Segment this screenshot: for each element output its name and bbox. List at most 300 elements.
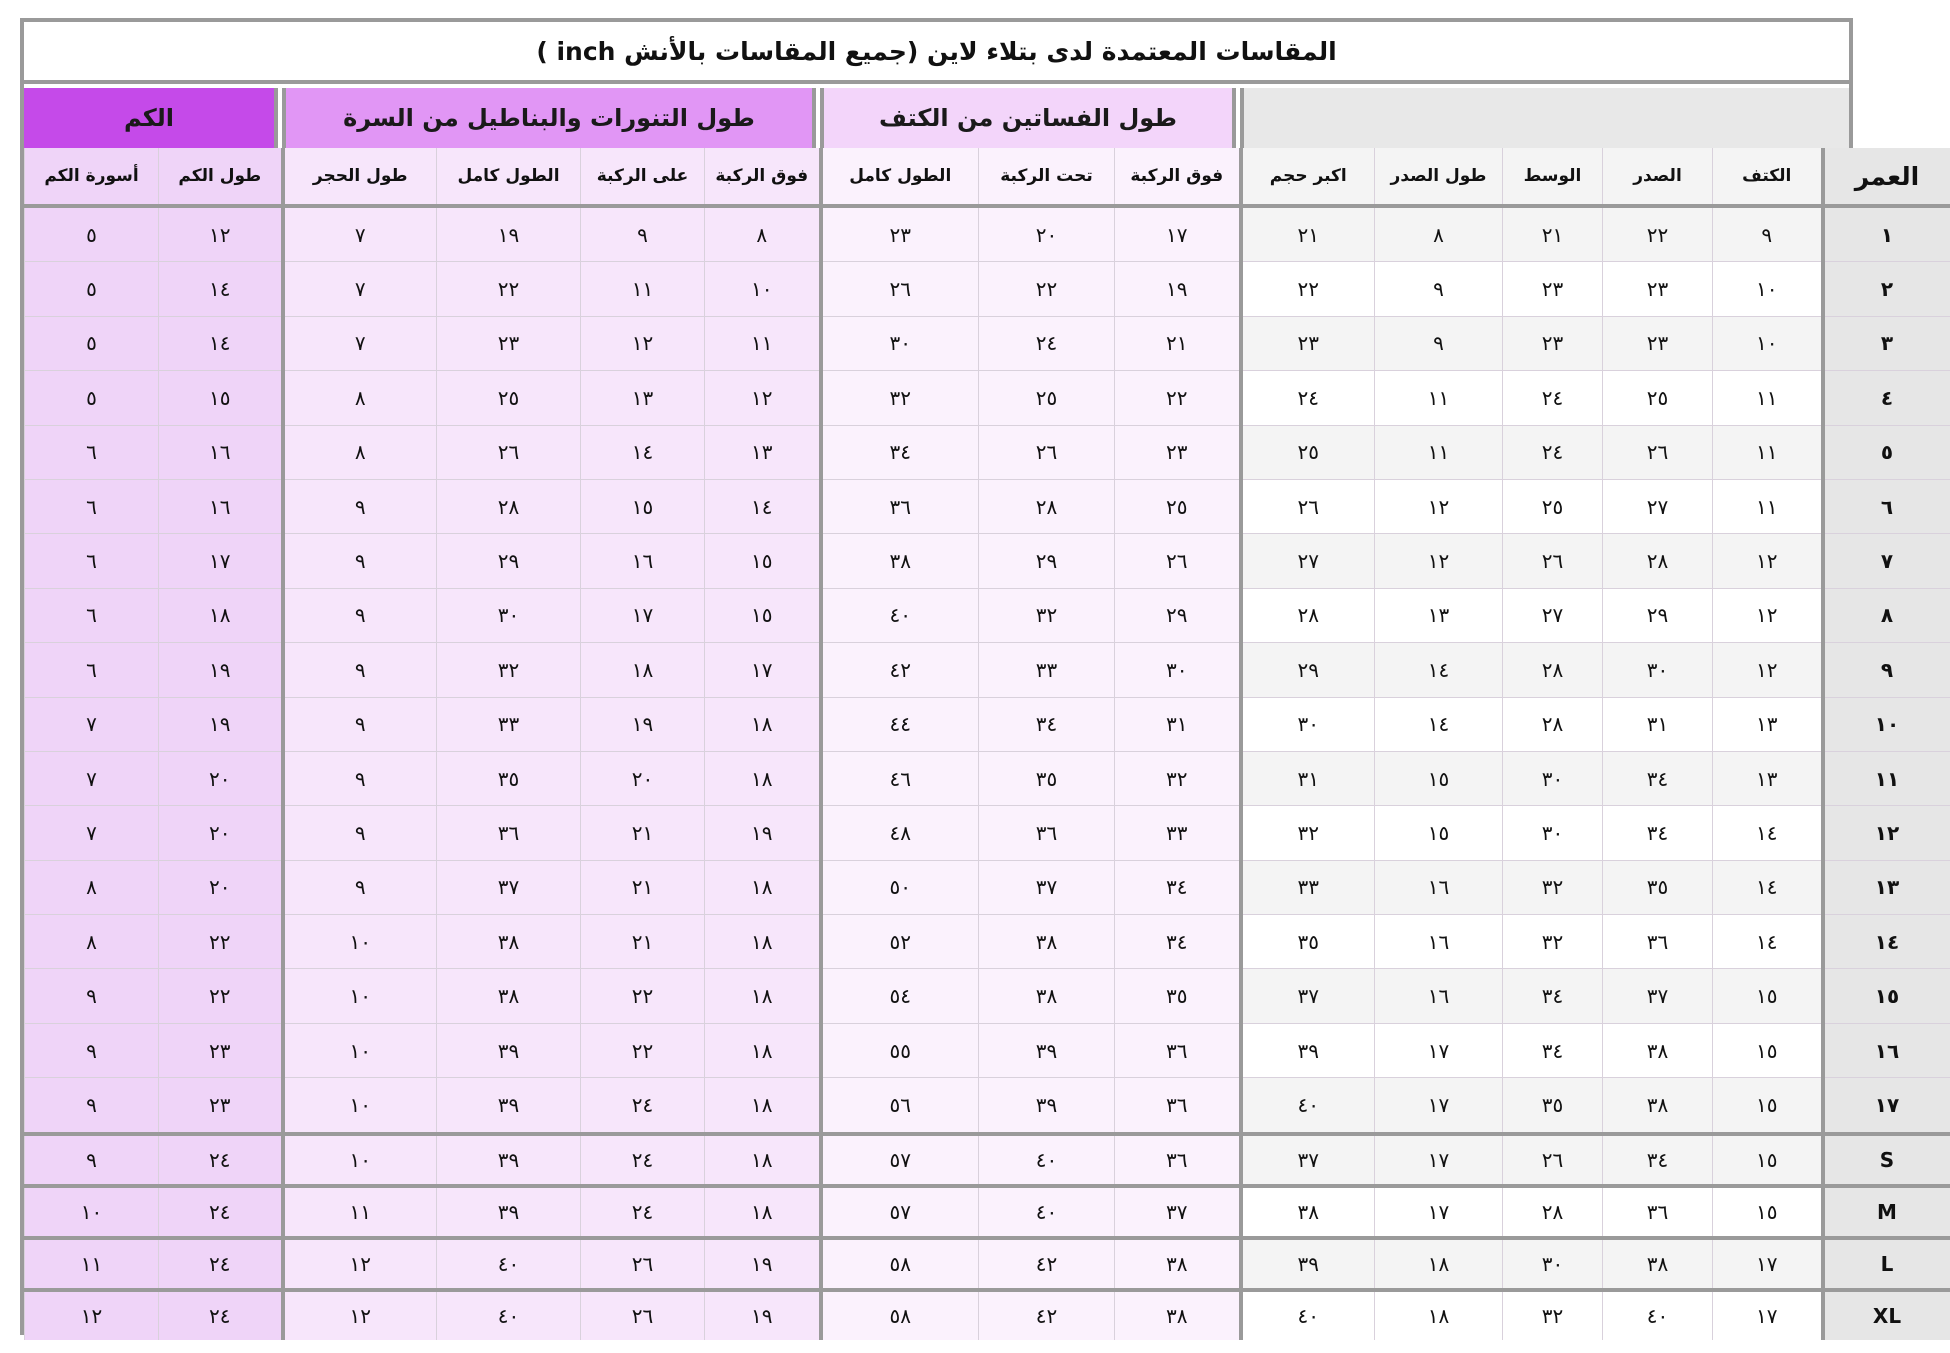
cell-age: ٤ bbox=[1823, 371, 1950, 425]
cell-chest-len: ٩ bbox=[1375, 316, 1503, 370]
cell-rise: ٩ bbox=[283, 588, 437, 642]
cell-dress-below-knee: ٣٣ bbox=[979, 643, 1115, 697]
cell-waist: ٢٦ bbox=[1503, 1134, 1603, 1186]
cell-skirt-on-knee: ٢٤ bbox=[581, 1078, 705, 1134]
cell-age: ١٧ bbox=[1823, 1078, 1950, 1134]
cell-sleeve-len: ٢٣ bbox=[159, 1023, 283, 1077]
age-row bbox=[25, 262, 1950, 316]
cell-dress-above-knee: ٣٧ bbox=[1115, 1186, 1241, 1238]
cell-chest-len: ٩ bbox=[1375, 262, 1503, 316]
cell-dress-above-knee: ٢٦ bbox=[1115, 534, 1241, 588]
cell-rise: ٧ bbox=[283, 262, 437, 316]
age-row bbox=[25, 371, 1950, 425]
cell-age: ١٦ bbox=[1823, 1023, 1950, 1077]
cell-skirt-full: ٣٣ bbox=[437, 697, 581, 751]
cell-shoulder: ١١ bbox=[1713, 479, 1823, 533]
cell-skirt-on-knee: ٢٠ bbox=[581, 751, 705, 805]
cell-cuff: ١٠ bbox=[25, 1186, 159, 1238]
cell-shoulder: ١١ bbox=[1713, 371, 1823, 425]
cell-skirt-on-knee: ٢١ bbox=[581, 915, 705, 969]
cell-rise: ١٠ bbox=[283, 915, 437, 969]
cell-largest: ٤٠ bbox=[1241, 1078, 1375, 1134]
cell-chest: ٢٢ bbox=[1603, 206, 1713, 262]
cell-waist: ٢١ bbox=[1503, 206, 1603, 262]
cell-chest: ٢٧ bbox=[1603, 479, 1713, 533]
cell-chest: ٣٧ bbox=[1603, 969, 1713, 1023]
cell-skirt-on-knee: ١٣ bbox=[581, 371, 705, 425]
cell-skirt-on-knee: ١٨ bbox=[581, 643, 705, 697]
cell-skirt-full: ٣٩ bbox=[437, 1078, 581, 1134]
cell-dress-above-knee: ٣٨ bbox=[1115, 1238, 1241, 1290]
cell-dress-below-knee: ٢٤ bbox=[979, 316, 1115, 370]
cell-rise: ٩ bbox=[283, 806, 437, 860]
cell-sleeve-len: ١٤ bbox=[159, 316, 283, 370]
cell-dress-below-knee: ٢٠ bbox=[979, 206, 1115, 262]
cell-cuff: ٧ bbox=[25, 751, 159, 805]
size-row bbox=[25, 1186, 1950, 1238]
cell-skirt-above-knee: ١٣ bbox=[705, 425, 821, 479]
cell-skirt-on-knee: ١٤ bbox=[581, 425, 705, 479]
cell-dress-below-knee: ٤٢ bbox=[979, 1238, 1115, 1290]
cell-largest: ٢٧ bbox=[1241, 534, 1375, 588]
cell-largest: ٣٩ bbox=[1241, 1023, 1375, 1077]
cell-dress-below-knee: ٣٧ bbox=[979, 860, 1115, 914]
cell-skirt-full: ٣٩ bbox=[437, 1134, 581, 1186]
cell-age: ٦ bbox=[1823, 479, 1950, 533]
cell-sleeve-len: ٢٤ bbox=[159, 1134, 283, 1186]
cell-dress-full: ٢٦ bbox=[821, 262, 979, 316]
cell-cuff: ٥ bbox=[25, 206, 159, 262]
cell-chest-len: ١٨ bbox=[1375, 1290, 1503, 1340]
cell-age: ١٠ bbox=[1823, 697, 1950, 751]
cell-dress-below-knee: ٣٩ bbox=[979, 1023, 1115, 1077]
age-row bbox=[25, 860, 1950, 914]
cell-waist: ٣٢ bbox=[1503, 860, 1603, 914]
cell-dress-full: ٣٠ bbox=[821, 316, 979, 370]
cell-age: L bbox=[1823, 1238, 1950, 1290]
cell-dress-full: ٥٥ bbox=[821, 1023, 979, 1077]
cell-sleeve-len: ١٢ bbox=[159, 206, 283, 262]
col-dress-below-knee: تحت الركبة bbox=[979, 148, 1115, 206]
size-chart bbox=[20, 18, 1920, 1335]
cell-skirt-on-knee: ٢٤ bbox=[581, 1134, 705, 1186]
cell-sleeve-len: ٢٠ bbox=[159, 860, 283, 914]
cell-waist: ٣٤ bbox=[1503, 1023, 1603, 1077]
cell-shoulder: ١٥ bbox=[1713, 1023, 1823, 1077]
cell-shoulder: ١٥ bbox=[1713, 1134, 1823, 1186]
cell-largest: ٢٤ bbox=[1241, 371, 1375, 425]
cell-largest: ٣٠ bbox=[1241, 697, 1375, 751]
cell-skirt-full: ٢٨ bbox=[437, 479, 581, 533]
cell-dress-above-knee: ٣٨ bbox=[1115, 1290, 1241, 1340]
cell-skirt-above-knee: ١٨ bbox=[705, 697, 821, 751]
cell-waist: ٣٢ bbox=[1503, 1290, 1603, 1340]
cell-skirt-above-knee: ١٨ bbox=[705, 1078, 821, 1134]
cell-cuff: ٦ bbox=[25, 643, 159, 697]
cell-dress-full: ٥٨ bbox=[821, 1290, 979, 1340]
cell-chest: ٣٦ bbox=[1603, 915, 1713, 969]
cell-waist: ٣٠ bbox=[1503, 806, 1603, 860]
cell-chest-len: ١٢ bbox=[1375, 479, 1503, 533]
cell-chest: ٣٠ bbox=[1603, 643, 1713, 697]
age-row bbox=[25, 479, 1950, 533]
cell-dress-full: ٥٨ bbox=[821, 1238, 979, 1290]
age-row bbox=[25, 534, 1950, 588]
cell-skirt-on-knee: ١٢ bbox=[581, 316, 705, 370]
cell-rise: ٩ bbox=[283, 697, 437, 751]
cell-skirt-above-knee: ١٠ bbox=[705, 262, 821, 316]
cell-dress-above-knee: ٣٦ bbox=[1115, 1078, 1241, 1134]
cell-sleeve-len: ٢٠ bbox=[159, 806, 283, 860]
cell-shoulder: ١٢ bbox=[1713, 588, 1823, 642]
cell-skirt-above-knee: ١٩ bbox=[705, 806, 821, 860]
cell-waist: ٣٠ bbox=[1503, 1238, 1603, 1290]
cell-age: ١٥ bbox=[1823, 969, 1950, 1023]
col-dress-above-knee: فوق الركبة bbox=[1115, 148, 1241, 206]
cell-cuff: ٨ bbox=[25, 915, 159, 969]
cell-shoulder: ١٧ bbox=[1713, 1238, 1823, 1290]
cell-dress-below-knee: ٢٢ bbox=[979, 262, 1115, 316]
cell-chest-len: ١٦ bbox=[1375, 860, 1503, 914]
cell-dress-below-knee: ٢٩ bbox=[979, 534, 1115, 588]
cell-shoulder: ١٤ bbox=[1713, 806, 1823, 860]
cell-rise: ٩ bbox=[283, 534, 437, 588]
cell-sleeve-len: ١٦ bbox=[159, 425, 283, 479]
cell-cuff: ٥ bbox=[25, 316, 159, 370]
cell-dress-above-knee: ٢١ bbox=[1115, 316, 1241, 370]
cell-waist: ٢٧ bbox=[1503, 588, 1603, 642]
column-header-row bbox=[25, 148, 1950, 206]
cell-skirt-above-knee: ١٧ bbox=[705, 643, 821, 697]
cell-shoulder: ١٤ bbox=[1713, 915, 1823, 969]
cell-largest: ٣٥ bbox=[1241, 915, 1375, 969]
cell-skirt-full: ٣٦ bbox=[437, 806, 581, 860]
cell-cuff: ٩ bbox=[25, 1078, 159, 1134]
cell-skirt-on-knee: ٢١ bbox=[581, 860, 705, 914]
cell-skirt-full: ٣٢ bbox=[437, 643, 581, 697]
cell-shoulder: ٩ bbox=[1713, 206, 1823, 262]
cell-chest-len: ١٦ bbox=[1375, 969, 1503, 1023]
cell-skirt-above-knee: ١٩ bbox=[705, 1238, 821, 1290]
cell-cuff: ٥ bbox=[25, 262, 159, 316]
cell-sleeve-len: ١٩ bbox=[159, 643, 283, 697]
cell-dress-full: ٥٧ bbox=[821, 1134, 979, 1186]
col-largest: اكبر حجم bbox=[1241, 148, 1375, 206]
cell-waist: ٢٣ bbox=[1503, 262, 1603, 316]
cell-dress-above-knee: ١٩ bbox=[1115, 262, 1241, 316]
cell-skirt-full: ٣٨ bbox=[437, 969, 581, 1023]
cell-age: ١ bbox=[1823, 206, 1950, 262]
cell-waist: ٢٤ bbox=[1503, 425, 1603, 479]
col-chest-length: طول الصدر bbox=[1375, 148, 1503, 206]
cell-skirt-full: ٣٨ bbox=[437, 915, 581, 969]
col-chest: الصدر bbox=[1603, 148, 1713, 206]
cell-chest: ٢٥ bbox=[1603, 371, 1713, 425]
size-rows bbox=[25, 206, 1950, 1340]
cell-sleeve-len: ١٧ bbox=[159, 534, 283, 588]
cell-dress-full: ٥٤ bbox=[821, 969, 979, 1023]
cell-dress-full: ٥٧ bbox=[821, 1186, 979, 1238]
cell-dress-below-knee: ٣٨ bbox=[979, 969, 1115, 1023]
col-cuff: أسورة الكم bbox=[25, 148, 159, 206]
cell-shoulder: ١٠ bbox=[1713, 316, 1823, 370]
cell-skirt-full: ٢٩ bbox=[437, 534, 581, 588]
cell-skirt-on-knee: ٢٦ bbox=[581, 1290, 705, 1340]
cell-chest: ٣٨ bbox=[1603, 1238, 1713, 1290]
size-table bbox=[24, 148, 1950, 1340]
cell-dress-full: ٥٢ bbox=[821, 915, 979, 969]
cell-sleeve-len: ٢٢ bbox=[159, 915, 283, 969]
cell-age: ١٣ bbox=[1823, 860, 1950, 914]
cell-dress-full: ٤٤ bbox=[821, 697, 979, 751]
cell-largest: ٣٣ bbox=[1241, 860, 1375, 914]
cell-cuff: ١٢ bbox=[25, 1290, 159, 1340]
age-row bbox=[25, 969, 1950, 1023]
cell-dress-full: ٤٢ bbox=[821, 643, 979, 697]
cell-cuff: ٥ bbox=[25, 371, 159, 425]
cell-skirt-full: ٢٢ bbox=[437, 262, 581, 316]
cell-skirt-on-knee: ٢١ bbox=[581, 806, 705, 860]
cell-dress-above-knee: ٣١ bbox=[1115, 697, 1241, 751]
cell-sleeve-len: ٢٤ bbox=[159, 1290, 283, 1340]
cell-dress-above-knee: ٣٠ bbox=[1115, 643, 1241, 697]
cell-sleeve-len: ١٨ bbox=[159, 588, 283, 642]
cell-chest-len: ١١ bbox=[1375, 371, 1503, 425]
cell-shoulder: ١٥ bbox=[1713, 1078, 1823, 1134]
age-row bbox=[25, 697, 1950, 751]
cell-dress-above-knee: ٣٤ bbox=[1115, 860, 1241, 914]
cell-chest: ٣٥ bbox=[1603, 860, 1713, 914]
cell-cuff: ١١ bbox=[25, 1238, 159, 1290]
cell-chest-len: ١٧ bbox=[1375, 1186, 1503, 1238]
cell-dress-full: ٤٨ bbox=[821, 806, 979, 860]
age-row bbox=[25, 588, 1950, 642]
cell-age: ٩ bbox=[1823, 643, 1950, 697]
cell-age: ١١ bbox=[1823, 751, 1950, 805]
cell-skirt-above-knee: ١٤ bbox=[705, 479, 821, 533]
cell-age: ٧ bbox=[1823, 534, 1950, 588]
cell-skirt-full: ٣٩ bbox=[437, 1186, 581, 1238]
col-age: العمر bbox=[1823, 148, 1950, 206]
cell-dress-below-knee: ٣٥ bbox=[979, 751, 1115, 805]
group-body-blank bbox=[1240, 88, 1849, 148]
cell-largest: ٢٨ bbox=[1241, 588, 1375, 642]
age-row bbox=[25, 915, 1950, 969]
cell-largest: ٢٦ bbox=[1241, 479, 1375, 533]
cell-dress-full: ٤٠ bbox=[821, 588, 979, 642]
age-row bbox=[25, 1023, 1950, 1077]
cell-largest: ٣١ bbox=[1241, 751, 1375, 805]
cell-cuff: ٨ bbox=[25, 860, 159, 914]
cell-skirt-on-knee: ٢٦ bbox=[581, 1238, 705, 1290]
cell-chest: ٣٨ bbox=[1603, 1023, 1713, 1077]
cell-dress-above-knee: ٢٣ bbox=[1115, 425, 1241, 479]
cell-dress-above-knee: ٣٥ bbox=[1115, 969, 1241, 1023]
cell-dress-below-knee: ٣٦ bbox=[979, 806, 1115, 860]
cell-skirt-on-knee: ٢٢ bbox=[581, 969, 705, 1023]
cell-dress-below-knee: ٣٩ bbox=[979, 1078, 1115, 1134]
cell-dress-above-knee: ٢٥ bbox=[1115, 479, 1241, 533]
cell-shoulder: ١٧ bbox=[1713, 1290, 1823, 1340]
cell-chest: ٣٤ bbox=[1603, 806, 1713, 860]
cell-skirt-above-knee: ١٨ bbox=[705, 969, 821, 1023]
cell-skirt-above-knee: ١١ bbox=[705, 316, 821, 370]
cell-chest-len: ١٤ bbox=[1375, 643, 1503, 697]
cell-skirt-on-knee: ١٦ bbox=[581, 534, 705, 588]
cell-cuff: ٧ bbox=[25, 806, 159, 860]
cell-dress-below-knee: ٣٢ bbox=[979, 588, 1115, 642]
cell-chest-len: ٨ bbox=[1375, 206, 1503, 262]
cell-shoulder: ١٠ bbox=[1713, 262, 1823, 316]
age-row bbox=[25, 751, 1950, 805]
cell-age: XL bbox=[1823, 1290, 1950, 1340]
cell-chest: ٣٤ bbox=[1603, 1134, 1713, 1186]
cell-age: ٢ bbox=[1823, 262, 1950, 316]
cell-shoulder: ١٥ bbox=[1713, 1186, 1823, 1238]
cell-largest: ٣٨ bbox=[1241, 1186, 1375, 1238]
cell-dress-full: ٣٤ bbox=[821, 425, 979, 479]
cell-dress-below-knee: ٢٥ bbox=[979, 371, 1115, 425]
age-row bbox=[25, 806, 1950, 860]
cell-skirt-on-knee: ٢٢ bbox=[581, 1023, 705, 1077]
cell-dress-below-knee: ٣٤ bbox=[979, 697, 1115, 751]
age-row bbox=[25, 425, 1950, 479]
cell-rise: ١٢ bbox=[283, 1290, 437, 1340]
cell-age: ٣ bbox=[1823, 316, 1950, 370]
cell-skirt-above-knee: ١٨ bbox=[705, 1134, 821, 1186]
chart-title: المقاسات المعتمدة لدى بتلاء لاين (جميع المقاسات بالأنش inch ) bbox=[24, 22, 1849, 84]
cell-skirt-on-knee: ١٧ bbox=[581, 588, 705, 642]
cell-largest: ٢٣ bbox=[1241, 316, 1375, 370]
cell-age: ٥ bbox=[1823, 425, 1950, 479]
cell-largest: ٢٥ bbox=[1241, 425, 1375, 479]
col-skirt-on-knee: على الركبة bbox=[581, 148, 705, 206]
col-skirt-full: الطول كامل bbox=[437, 148, 581, 206]
cell-sleeve-len: ١٥ bbox=[159, 371, 283, 425]
cell-skirt-above-knee: ١٥ bbox=[705, 588, 821, 642]
cell-chest-len: ١٣ bbox=[1375, 588, 1503, 642]
cell-dress-above-knee: ٢٩ bbox=[1115, 588, 1241, 642]
cell-skirt-on-knee: ١٥ bbox=[581, 479, 705, 533]
cell-dress-full: ٤٦ bbox=[821, 751, 979, 805]
cell-cuff: ٩ bbox=[25, 1023, 159, 1077]
cell-sleeve-len: ١٤ bbox=[159, 262, 283, 316]
cell-dress-full: ٣٦ bbox=[821, 479, 979, 533]
cell-chest-len: ١٢ bbox=[1375, 534, 1503, 588]
cell-dress-above-knee: ٣٦ bbox=[1115, 1134, 1241, 1186]
cell-skirt-above-knee: ١٨ bbox=[705, 1186, 821, 1238]
cell-age: ١٢ bbox=[1823, 806, 1950, 860]
cell-dress-above-knee: ٣٣ bbox=[1115, 806, 1241, 860]
cell-dress-below-knee: ٢٦ bbox=[979, 425, 1115, 479]
cell-shoulder: ١٢ bbox=[1713, 643, 1823, 697]
cell-skirt-above-knee: ١٨ bbox=[705, 751, 821, 805]
col-waist: الوسط bbox=[1503, 148, 1603, 206]
cell-chest: ٢٩ bbox=[1603, 588, 1713, 642]
size-row bbox=[25, 1134, 1950, 1186]
cell-cuff: ٦ bbox=[25, 479, 159, 533]
cell-chest: ٤٠ bbox=[1603, 1290, 1713, 1340]
cell-largest: ٣٧ bbox=[1241, 1134, 1375, 1186]
cell-chest-len: ١٥ bbox=[1375, 806, 1503, 860]
cell-chest-len: ١٥ bbox=[1375, 751, 1503, 805]
cell-skirt-on-knee: ١٩ bbox=[581, 697, 705, 751]
cell-largest: ٢٩ bbox=[1241, 643, 1375, 697]
cell-skirt-full: ١٩ bbox=[437, 206, 581, 262]
group-dress: طول الفساتين من الكتف bbox=[820, 88, 1236, 148]
col-sleeve-length: طول الكم bbox=[159, 148, 283, 206]
cell-sleeve-len: ٢٢ bbox=[159, 969, 283, 1023]
cell-skirt-full: ٣٠ bbox=[437, 588, 581, 642]
cell-age: ٨ bbox=[1823, 588, 1950, 642]
cell-dress-full: ٣٨ bbox=[821, 534, 979, 588]
cell-skirt-above-knee: ١٨ bbox=[705, 1023, 821, 1077]
cell-rise: ٧ bbox=[283, 316, 437, 370]
cell-cuff: ٩ bbox=[25, 1134, 159, 1186]
cell-skirt-full: ٤٠ bbox=[437, 1290, 581, 1340]
cell-waist: ٢٨ bbox=[1503, 643, 1603, 697]
cell-dress-below-knee: ٢٨ bbox=[979, 479, 1115, 533]
cell-chest: ٢٨ bbox=[1603, 534, 1713, 588]
cell-waist: ٢٨ bbox=[1503, 1186, 1603, 1238]
cell-waist: ٣٢ bbox=[1503, 915, 1603, 969]
age-row bbox=[25, 316, 1950, 370]
cell-chest-len: ١٧ bbox=[1375, 1078, 1503, 1134]
cell-shoulder: ١٣ bbox=[1713, 697, 1823, 751]
cell-dress-full: ٢٣ bbox=[821, 206, 979, 262]
cell-skirt-on-knee: ٢٤ bbox=[581, 1186, 705, 1238]
cell-sleeve-len: ٢٠ bbox=[159, 751, 283, 805]
cell-skirt-on-knee: ١١ bbox=[581, 262, 705, 316]
cell-skirt-above-knee: ٨ bbox=[705, 206, 821, 262]
cell-skirt-above-knee: ١٩ bbox=[705, 1290, 821, 1340]
cell-waist: ٣٤ bbox=[1503, 969, 1603, 1023]
cell-largest: ٣٧ bbox=[1241, 969, 1375, 1023]
cell-dress-below-knee: ٤٠ bbox=[979, 1134, 1115, 1186]
cell-sleeve-len: ٢٤ bbox=[159, 1186, 283, 1238]
cell-waist: ٢٦ bbox=[1503, 534, 1603, 588]
col-dress-full: الطول كامل bbox=[821, 148, 979, 206]
age-row bbox=[25, 643, 1950, 697]
cell-chest: ٣١ bbox=[1603, 697, 1713, 751]
col-skirt-above-knee: فوق الركبة bbox=[705, 148, 821, 206]
cell-rise: ١٠ bbox=[283, 969, 437, 1023]
cell-chest-len: ١١ bbox=[1375, 425, 1503, 479]
cell-cuff: ٦ bbox=[25, 588, 159, 642]
cell-shoulder: ١٥ bbox=[1713, 969, 1823, 1023]
cell-shoulder: ١٢ bbox=[1713, 534, 1823, 588]
cell-rise: ٩ bbox=[283, 860, 437, 914]
cell-rise: ٩ bbox=[283, 643, 437, 697]
cell-skirt-above-knee: ١٢ bbox=[705, 371, 821, 425]
cell-rise: ١٢ bbox=[283, 1238, 437, 1290]
cell-skirt-above-knee: ١٥ bbox=[705, 534, 821, 588]
cell-dress-above-knee: ٣٢ bbox=[1115, 751, 1241, 805]
cell-largest: ٤٠ bbox=[1241, 1290, 1375, 1340]
cell-dress-above-knee: ٣٦ bbox=[1115, 1023, 1241, 1077]
cell-skirt-full: ٣٧ bbox=[437, 860, 581, 914]
cell-chest-len: ١٨ bbox=[1375, 1238, 1503, 1290]
cell-dress-below-knee: ٣٨ bbox=[979, 915, 1115, 969]
cell-age: M bbox=[1823, 1186, 1950, 1238]
cell-cuff: ٧ bbox=[25, 697, 159, 751]
cell-skirt-full: ٤٠ bbox=[437, 1238, 581, 1290]
cell-cuff: ٦ bbox=[25, 534, 159, 588]
cell-rise: ٧ bbox=[283, 206, 437, 262]
size-row bbox=[25, 1238, 1950, 1290]
cell-shoulder: ١١ bbox=[1713, 425, 1823, 479]
cell-skirt-on-knee: ٩ bbox=[581, 206, 705, 262]
